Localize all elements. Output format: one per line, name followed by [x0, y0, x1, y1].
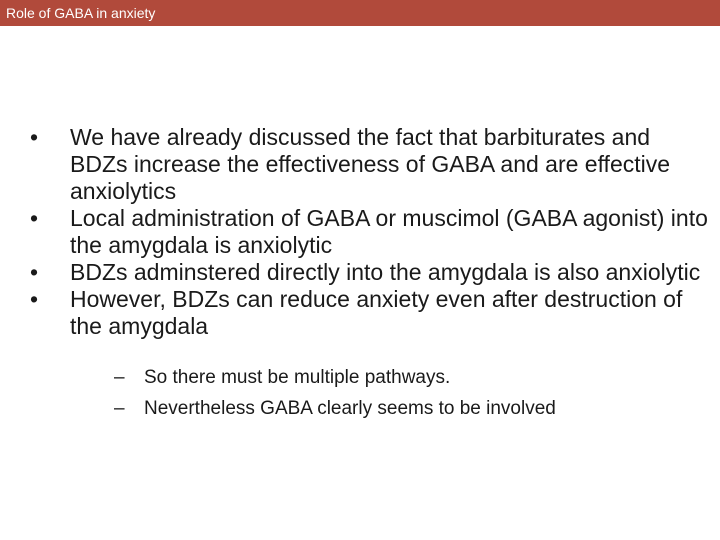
sub-bullet-list — [70, 362, 708, 424]
bullet-text: We have already discussed the fact that barbiturates and BDZs increase the effectiveness of GABA and are effective anxiolytics — [70, 124, 671, 204]
sub-bullet-text: So there must be multiple pathways. — [144, 367, 451, 388]
bullet-item — [28, 205, 708, 259]
bullet-marker: • — [30, 259, 39, 285]
sub-bullet-marker: – — [114, 398, 125, 419]
bullet-marker: • — [30, 124, 39, 150]
sub-bullet-item — [70, 362, 708, 393]
bullet-item — [28, 124, 708, 205]
slide-content — [28, 124, 708, 424]
bullet-text: However, BDZs can reduce anxiety even after destruction of the amygdala — [70, 286, 683, 339]
sub-bullet-item — [70, 393, 708, 424]
bullet-list — [28, 124, 708, 424]
bullet-text: BDZs adminstered directly into the amygdala is also anxiolytic — [70, 259, 701, 285]
title-bar — [0, 0, 720, 26]
sub-bullet-marker: – — [114, 367, 125, 388]
bullet-item — [28, 286, 708, 424]
slide-title: Role of GABA in anxiety — [6, 5, 156, 21]
bullet-item — [28, 259, 708, 286]
bullet-marker: • — [30, 205, 39, 231]
sub-bullet-text: Nevertheless GABA clearly seems to be involved — [144, 398, 556, 419]
bullet-text: Local administration of GABA or muscimol (GABA agonist) into the amygdala is anxiolytic — [70, 205, 708, 258]
bullet-marker: • — [30, 286, 39, 312]
